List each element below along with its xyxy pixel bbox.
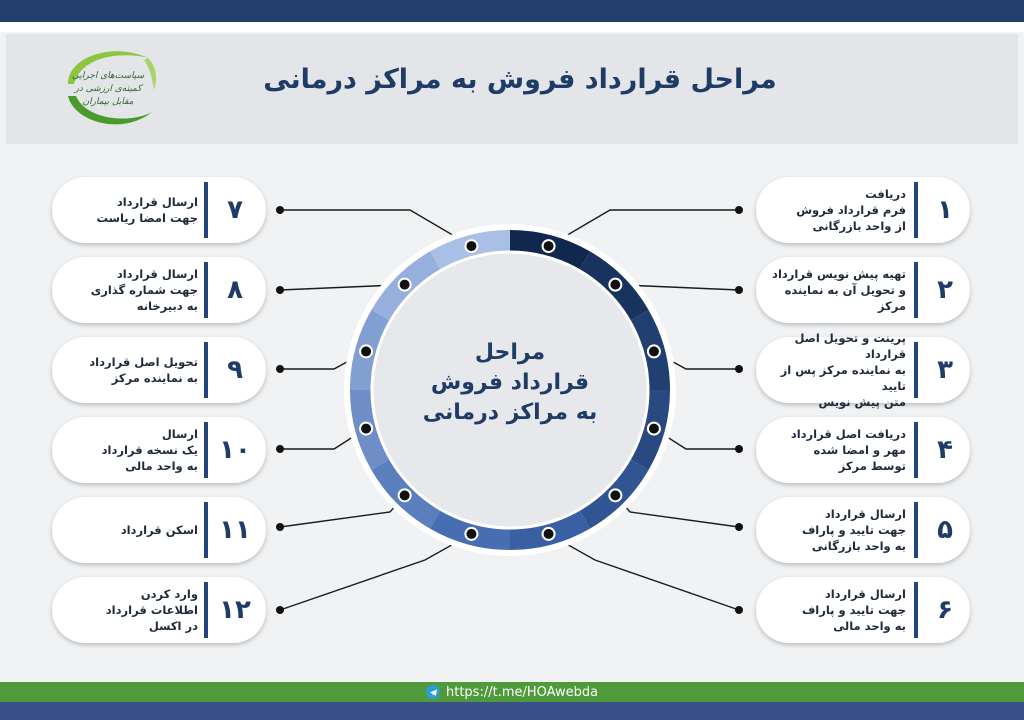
step-line: ارسال قرارداد	[116, 267, 198, 281]
connector-line-12	[280, 534, 471, 610]
divider	[204, 582, 208, 638]
bottom-bar	[0, 702, 1024, 720]
step-line: ارسال قرارداد	[824, 587, 906, 601]
connector-line-6	[549, 534, 739, 610]
connector-end-dot	[735, 445, 743, 453]
divider	[204, 422, 208, 478]
step-text	[58, 497, 198, 563]
connector-end-dot	[735, 523, 743, 531]
step-text	[58, 177, 198, 243]
step-dot-8	[399, 279, 411, 291]
step-line: جهت تایید و پاراف	[801, 523, 906, 537]
center-title	[400, 338, 620, 428]
step-line: جهت تایید و پاراف	[801, 603, 906, 617]
divider	[204, 502, 208, 558]
step-line: تحویل اصل قرارداد	[89, 355, 198, 369]
step-card-4	[756, 417, 970, 483]
step-line: جهت شماره گذاری	[90, 283, 198, 297]
step-text	[766, 331, 906, 409]
step-number: ۸	[227, 275, 243, 305]
step-card-8	[52, 257, 266, 323]
center-line: به مراکز درمانی	[422, 400, 598, 425]
page-title: مراحل قرارداد فروش به مراکز درمانی	[263, 64, 777, 95]
step-line: فرم قرارداد فروش	[796, 203, 906, 217]
step-number: ۹	[227, 355, 243, 385]
step-number: ۱۰	[219, 435, 251, 465]
step-line: در اکسل	[148, 619, 198, 633]
step-dot-4	[648, 423, 660, 435]
logo-text: سیاست‌های اجرایی کمیته‌ی ارزشی در مقابل بیماران	[71, 71, 145, 107]
step-dot-6	[543, 528, 555, 540]
step-card-6	[756, 577, 970, 643]
footer-link-text[interactable]: https://t.me/HOAwebda	[446, 684, 599, 700]
step-number: ۲	[937, 275, 953, 305]
step-line: به واحد بازرگانی	[811, 539, 906, 553]
step-line: ارسال قرارداد	[824, 507, 906, 521]
step-line: وارد کردن	[140, 587, 198, 601]
step-line: ارسال	[161, 427, 198, 441]
divider	[914, 262, 918, 318]
step-line: به واحد مالی	[125, 459, 198, 473]
step-text	[58, 337, 198, 403]
step-text	[766, 497, 906, 563]
step-text	[766, 257, 906, 323]
step-number: ۳	[937, 355, 953, 385]
step-text	[58, 417, 198, 483]
step-dot-11	[399, 489, 411, 501]
step-line: پرینت و تحویل اصل قرارداد	[794, 331, 906, 361]
connector-end-dot	[276, 365, 284, 373]
step-number: ۷	[227, 195, 243, 225]
step-card-7	[52, 177, 266, 243]
step-number: ۱۲	[219, 595, 251, 625]
step-number: ۶	[937, 595, 953, 625]
footer-link[interactable]	[426, 683, 598, 701]
step-line: اسکن قرارداد	[120, 523, 198, 537]
step-dot-12	[465, 528, 477, 540]
step-line: مهر و امضا شده	[813, 443, 906, 457]
step-line: متن پیش نویس	[818, 395, 906, 409]
step-dot-10	[360, 423, 372, 435]
divider	[914, 422, 918, 478]
step-number: ۵	[937, 515, 953, 545]
step-line: به نماینده مرکز پس از تایید	[780, 363, 906, 393]
step-line: به واحد مالی	[833, 619, 906, 633]
step-line: ارسال قرارداد	[116, 195, 198, 209]
step-dot-5	[609, 489, 621, 501]
step-text	[766, 417, 906, 483]
divider	[914, 502, 918, 558]
step-line: یک نسخه قرارداد	[101, 443, 198, 457]
center-line: قرارداد فروش	[430, 370, 590, 395]
step-card-12	[52, 577, 266, 643]
step-line: به نماینده مرکز	[111, 371, 198, 385]
divider	[204, 182, 208, 238]
step-line: از واحد بازرگانی	[812, 219, 906, 233]
step-line: دریافت اصل قرارداد	[790, 427, 906, 441]
connector-end-dot	[276, 445, 284, 453]
step-card-3	[756, 331, 970, 409]
step-card-11	[52, 497, 266, 563]
step-line: به دبیرخانه	[136, 299, 198, 313]
step-number: ۱۱	[219, 515, 251, 545]
step-dot-3	[648, 345, 660, 357]
telegram-icon	[426, 685, 440, 699]
step-line: جهت امضا ریاست	[96, 211, 198, 225]
step-dot-2	[609, 279, 621, 291]
connector-end-dot	[276, 523, 284, 531]
step-card-10	[52, 417, 266, 483]
step-line: تهیه پیش نویس قرارداد	[772, 267, 906, 281]
step-dot-1	[543, 240, 555, 252]
connector-end-dot	[735, 365, 743, 373]
step-card-2	[756, 257, 970, 323]
step-line: اطلاعات قرارداد	[105, 603, 198, 617]
divider	[204, 262, 208, 318]
connector-end-dot	[735, 206, 743, 214]
step-text	[766, 577, 906, 643]
step-text	[58, 577, 198, 643]
divider	[914, 182, 918, 238]
divider	[914, 582, 918, 638]
step-dot-9	[360, 345, 372, 357]
step-number: ۴	[937, 435, 953, 465]
divider	[204, 342, 208, 398]
connector-end-dot	[276, 286, 284, 294]
connector-end-dot	[276, 606, 284, 614]
step-text	[766, 177, 906, 243]
step-line: توسط مرکز	[838, 459, 906, 473]
step-card-1	[756, 177, 970, 243]
step-line: و تحویل آن به نماینده مرکز	[784, 283, 906, 313]
step-number: ۱	[937, 195, 953, 225]
connector-end-dot	[276, 206, 284, 214]
step-dot-7	[465, 240, 477, 252]
step-card-9	[52, 337, 266, 403]
divider	[914, 342, 918, 398]
step-card-5	[756, 497, 970, 563]
step-line: دریافت	[865, 187, 906, 201]
center-line: مراحل	[474, 340, 546, 365]
connector-end-dot	[735, 606, 743, 614]
connector-end-dot	[735, 286, 743, 294]
step-text	[58, 257, 198, 323]
